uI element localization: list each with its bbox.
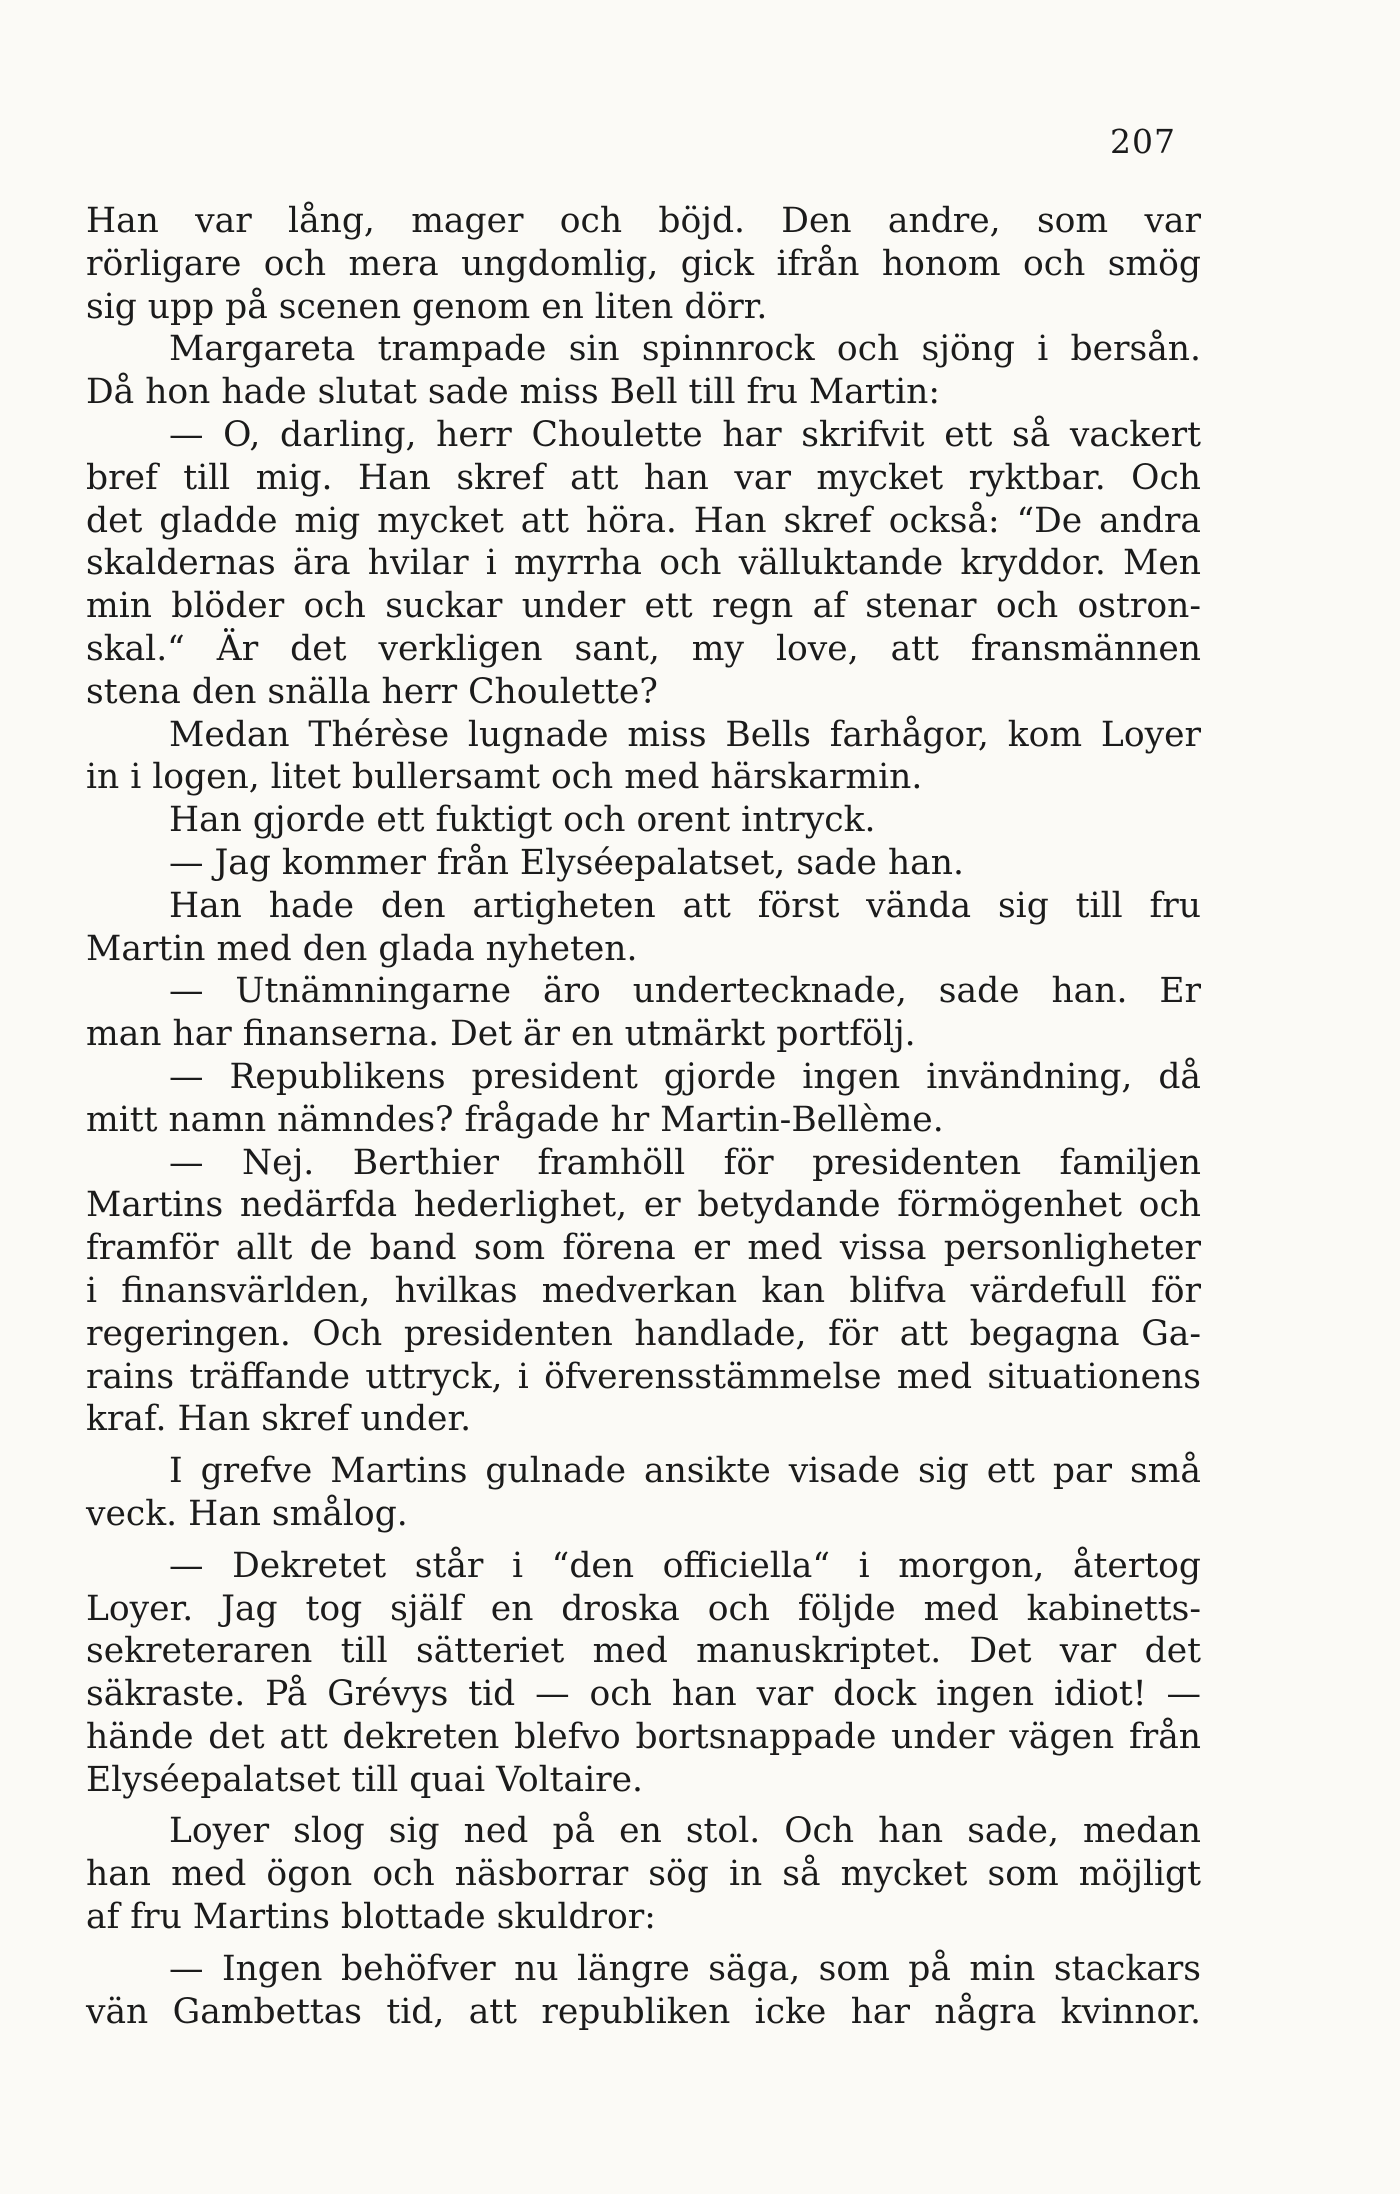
- text-line: säkraste. På Grévys tid — och han var dock ingen idiot! —: [86, 1674, 1201, 1715]
- text-line: Då hon hade slutat sade miss Bell till fru Martin:: [86, 372, 941, 413]
- text-line: rains träffande uttryck, i öfverensstämmelse med situationens: [86, 1356, 1201, 1397]
- text-line: Han hade den artigheten att först vända sig till fru: [169, 885, 1201, 926]
- text-line: Elyséepalatset till quai Voltaire.: [86, 1759, 644, 1800]
- text-line: i finansvärlden, hvilkas medverkan kan blifva värdefull för: [86, 1270, 1201, 1311]
- text-line: Medan Thérèse lugnade miss Bells farhågor, kom Loyer: [169, 714, 1201, 755]
- text-line: kraf. Han skref under.: [86, 1399, 472, 1440]
- text-line: Martin med den glada nyheten.: [86, 928, 638, 969]
- page-number: 207: [1110, 122, 1176, 161]
- text-line: I grefve Martins gulnade ansikte visade sig ett par små: [169, 1451, 1201, 1492]
- text-line: — Dekretet står i “den officiella“ i morgon, återtog: [169, 1545, 1201, 1586]
- text-line: Han var lång, mager och böjd. Den andre, som var: [86, 201, 1201, 241]
- text-line: bref till mig. Han skref att han var mycket ryktbar. Och: [86, 457, 1201, 498]
- text-line: framför allt de band som förena er med vissa personligheter: [86, 1228, 1201, 1269]
- text-line: — Utnämningarne äro undertecknade, sade han. Er: [169, 971, 1201, 1012]
- text-line: sekreteraren till sätteriet med manuskriptet. Det var det: [86, 1631, 1201, 1672]
- text-line: Margareta trampade sin spinnrock och sjöng i bersån.: [169, 329, 1201, 370]
- text-line: — Ingen behöfver nu längre säga, som på min stackars: [169, 1948, 1201, 1989]
- text-line: — Jag kommer från Elyséepalatset, sade han.: [169, 842, 964, 883]
- body-text: [86, 200, 1201, 2033]
- text-line: det gladde mig mycket att höra. Han skref också: “De andra: [86, 500, 1201, 541]
- text-line: vän Gambettas tid, att republiken icke har några kvinnor.: [86, 1991, 1201, 2032]
- text-line: han med ögon och näsborrar sög in så mycket som möjligt: [86, 1854, 1201, 1895]
- text-line: Martins nedärfda hederlighet, er betydande förmögenhet och: [86, 1185, 1201, 1226]
- text-line: regeringen. Och presidenten handlade, för att begagna Ga-: [86, 1313, 1201, 1354]
- text-line: af fru Martins blottade skuldror:: [86, 1897, 656, 1938]
- text-line: mitt namn nämndes? frågade hr Martin-Bellème.: [86, 1099, 944, 1140]
- text-line: min blöder och suckar under ett regn af stenar och ostron-: [86, 586, 1201, 627]
- text-line: Loyer slog sig ned på en stol. Och han sade, medan: [169, 1811, 1201, 1852]
- text-line: hände det att dekreten blefvo bortsnappade under vägen från: [86, 1716, 1201, 1757]
- text-line: Loyer. Jag tog själf en droska och följde med kabinetts-: [86, 1588, 1201, 1629]
- text-line: — O, darling, herr Choulette har skrifvit ett så vackert: [169, 414, 1201, 455]
- text-line: — Nej. Berthier framhöll för presidenten familjen: [169, 1142, 1201, 1183]
- text-line: veck. Han smålog.: [86, 1493, 408, 1534]
- text-line: — Republikens president gjorde ingen invändning, då: [169, 1056, 1201, 1097]
- text-line: man har finanserna. Det är en utmärkt portfölj.: [86, 1014, 916, 1055]
- text-line: sig upp på scenen genom en liten dörr.: [86, 286, 768, 327]
- text-line: stena den snälla herr Choulette?: [86, 671, 658, 712]
- text-line: skal.“ Är det verkligen sant, my love, att fransmännen: [86, 628, 1201, 669]
- text-line: in i logen, litet bullersamt och med härskarmin.: [86, 757, 923, 798]
- text-line: Han gjorde ett fuktigt och orent intryck.: [169, 800, 876, 841]
- text-line: rörligare och mera ungdomlig, gick ifrån honom och smög: [86, 243, 1201, 284]
- text-line: skaldernas ära hvilar i myrrha och välluktande kryddor. Men: [86, 543, 1201, 584]
